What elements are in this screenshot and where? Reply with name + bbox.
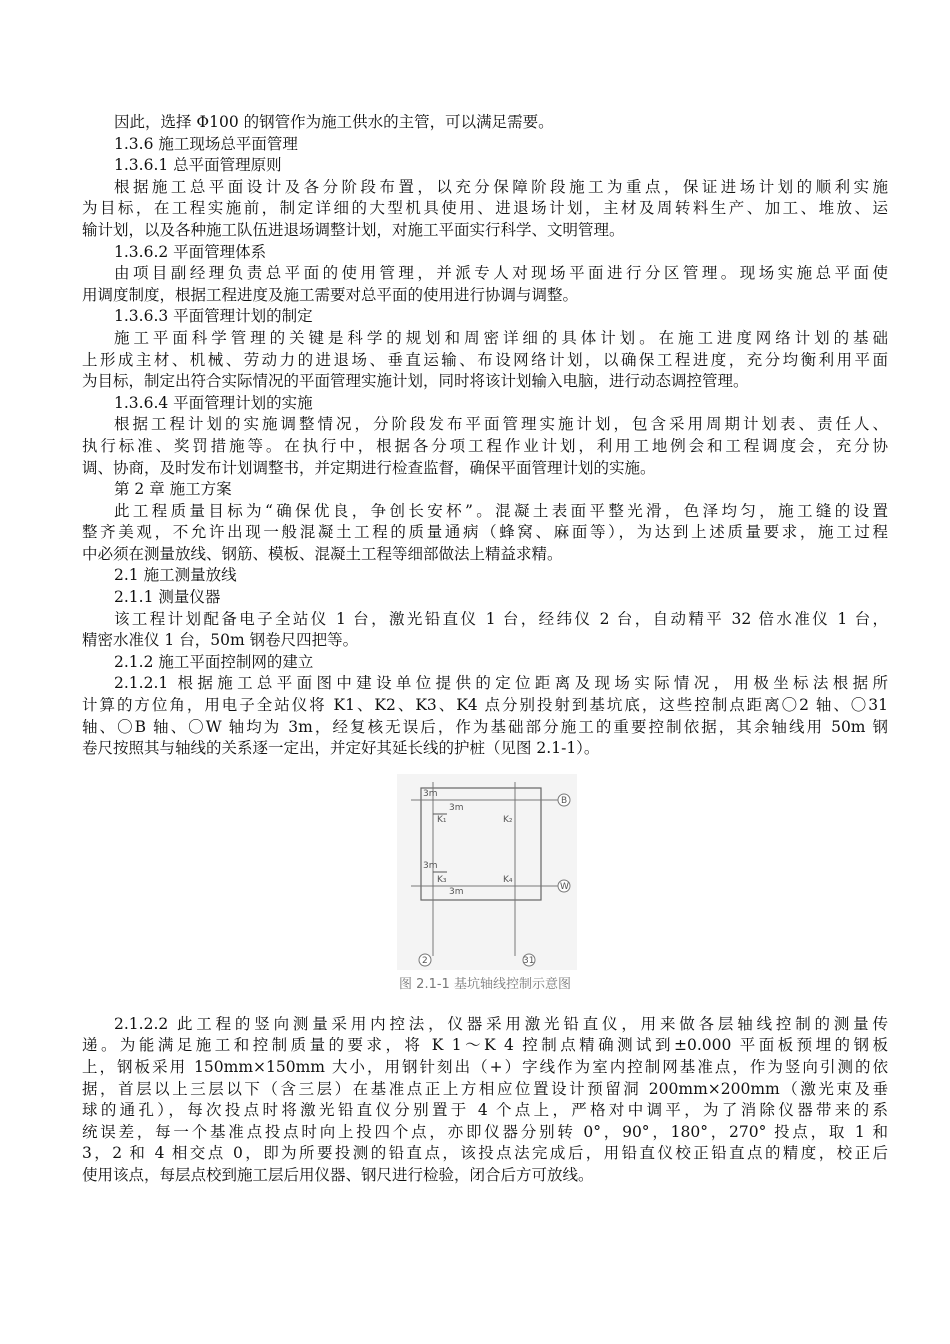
text-line: 用调度制度，根据工程进度及施工需要对总平面的使用进行协调与调整。: [82, 285, 579, 304]
text-line: 整齐美观，不允许出现一般混凝土工程的质量通病（蜂窝、麻面等），为达到上述质量要求，施工过程: [82, 523, 888, 542]
text-line: 为目标，在工程实施前，制定详细的大型机具使用、进退场计划，主材及周转料生产、加工、堆放、运: [82, 199, 888, 218]
text-line: 执行标准、奖罚措施等。在执行中，根据各分项工程作业计划，利用工地例会和工程调度会，充分协: [82, 436, 888, 455]
body-text-part2: [82, 1014, 888, 1187]
text-line: 2.1 施工测量放线: [114, 566, 237, 585]
text-line: 轴、〇B 轴、〇W 轴均为 3m，经复核无误后，作为基础部分施工的重要控制依据，其余轴线用 50m 钢: [82, 717, 888, 736]
text-line: 计算的方位角，用电子全站仪将 K1、K2、K3、K4 点分别投射到基坑底，这些控制点距离〇2 轴、〇31: [82, 696, 888, 715]
text-line: 1.3.6.3 平面管理计划的制定: [114, 307, 313, 326]
text-line: 该工程计划配备电子全站仪 1 台，激光铅直仪 1 台，经纬仪 2 台，自动精平 32 倍水准仪 1 台，: [114, 609, 888, 628]
text-line: 上，钢板采用 150mm×150mm 大小，用钢针刻出（+）字线作为室内控制网基准点，作为竖向引测的依: [82, 1058, 888, 1076]
body-text-part1: [82, 112, 888, 760]
text-line: 递。为能满足施工和控制质量的要求，将 K 1～K 4 控制点精确测试到±0.000 平面板预埋的钢板: [82, 1036, 888, 1055]
text-line: 统误差，每一个基准点投点时向上投四个点，亦即仪器分别转 0°，90°，180°，270° 投点，取 1 和: [82, 1122, 888, 1141]
text-line: 2.1.2.1 根据施工总平面图中建设单位提供的定位距离及现场实际情况，用极坐标法根据所: [114, 674, 888, 693]
text-line: 上形成主材、机械、劳动力的进退场、垂直运输、布设网络计划，以确保工程进度，充分均衡利用平面: [82, 350, 888, 369]
text-line: 球的通孔），每次投点时将激光铅直仪分别置于 4 个点上，严格对中调平，为了消除仪器带来的系: [82, 1101, 888, 1120]
text-line: 1.3.6 施工现场总平面管理: [114, 134, 298, 153]
label-axis-w: W: [560, 881, 569, 892]
text-line: 精密水准仪 1 台，50m 钢卷尺四把等。: [82, 631, 359, 650]
text-line: 施工平面科学管理的关键是科学的规划和周密详细的具体计划。在施工进度网络计划的基础: [114, 328, 888, 347]
label-dim-2: 3m: [449, 802, 464, 813]
axis-control-diagram: [397, 774, 577, 970]
text-line: 为目标，制定出符合实际情况的平面管理实施计划，同时将该计划输入电脑，进行动态调控管理。: [82, 372, 749, 391]
text-line: 2.1.1 测量仪器: [114, 588, 221, 607]
text-line: 2.1.2 施工平面控制网的建立: [114, 652, 314, 671]
label-axis-b: B: [561, 795, 568, 806]
text-line: 第 2 章 施工方案: [114, 480, 232, 499]
text-line: 此工程质量目标为“确保优良，争创长安杯”。混凝土表面平整光滑，色泽均匀，施工缝的设置: [114, 501, 888, 520]
label-axis-31: 31: [523, 955, 535, 966]
text-line: 1.3.6.2 平面管理体系: [114, 242, 267, 261]
text-line: 由项目副经理负责总平面的使用管理，并派专人对现场平面进行分区管理。现场实施总平面使: [114, 264, 888, 283]
text-line: 卷尺按照其与轴线的关系逐一定出，并定好其延长线的护桩（见图 2.1-1）。: [82, 739, 600, 758]
text-line: 1.3.6.4 平面管理计划的实施: [114, 393, 313, 412]
figure-caption: 图 2.1-1 基坑轴线控制示意图: [399, 976, 571, 992]
text-line: 因此，选择 Φ100 的钢管作为施工供水的主管，可以满足需要。: [114, 113, 554, 131]
label-dim-3: 3m: [423, 860, 438, 871]
label-k1: K₁: [437, 814, 447, 825]
text-line: 使用该点，每层点校到施工层后用仪器、钢尺进行检验，闭合后方可放线。: [82, 1165, 594, 1184]
text-line: 调、协商，及时发布计划调整书，并定期进行检查监督，确保平面管理计划的实施。: [82, 458, 656, 477]
text-line: 中必须在测量放线、钢筋、模板、混凝土工程等细部做法上精益求精。: [82, 544, 563, 563]
document-page: [82, 112, 888, 1187]
text-line: 根据工程计划的实施调整情况，分阶段发布平面管理实施计划，包含采用周期计划表、责任人、: [114, 415, 888, 434]
label-k3: K₃: [437, 874, 447, 885]
text-line: 2.1.2.2 此工程的竖向测量采用内控法，仪器采用激光铅直仪，用来做各层轴线控制的测量传: [114, 1014, 888, 1033]
label-k4: K₄: [503, 874, 513, 885]
text-line: 3，2 和 4 相交点 0，即为所要投测的铅直点，该投点法完成后，用铅直仪校正铅直点的精度，校正后: [82, 1144, 888, 1163]
text-line: 根据施工总平面设计及各分阶段布置，以充分保障阶段施工为重点，保证进场计划的顺利实施: [114, 177, 888, 196]
label-dim-1: 3m: [423, 788, 438, 799]
figure-axis-control: [82, 774, 888, 1006]
text-line: 输计划，以及各种施工队伍进退场调整计划，对施工平面实行科学、文明管理。: [82, 220, 625, 239]
label-axis-2: 2: [422, 955, 428, 966]
text-line: 据，首层以上三层以下（含三层）在基准点正上方相应位置设计预留洞 200mm×200mm（激光束及垂: [82, 1079, 888, 1098]
label-k2: K₂: [503, 814, 513, 825]
text-line: 1.3.6.1 总平面管理原则: [114, 156, 282, 175]
label-dim-4: 3m: [449, 886, 464, 897]
